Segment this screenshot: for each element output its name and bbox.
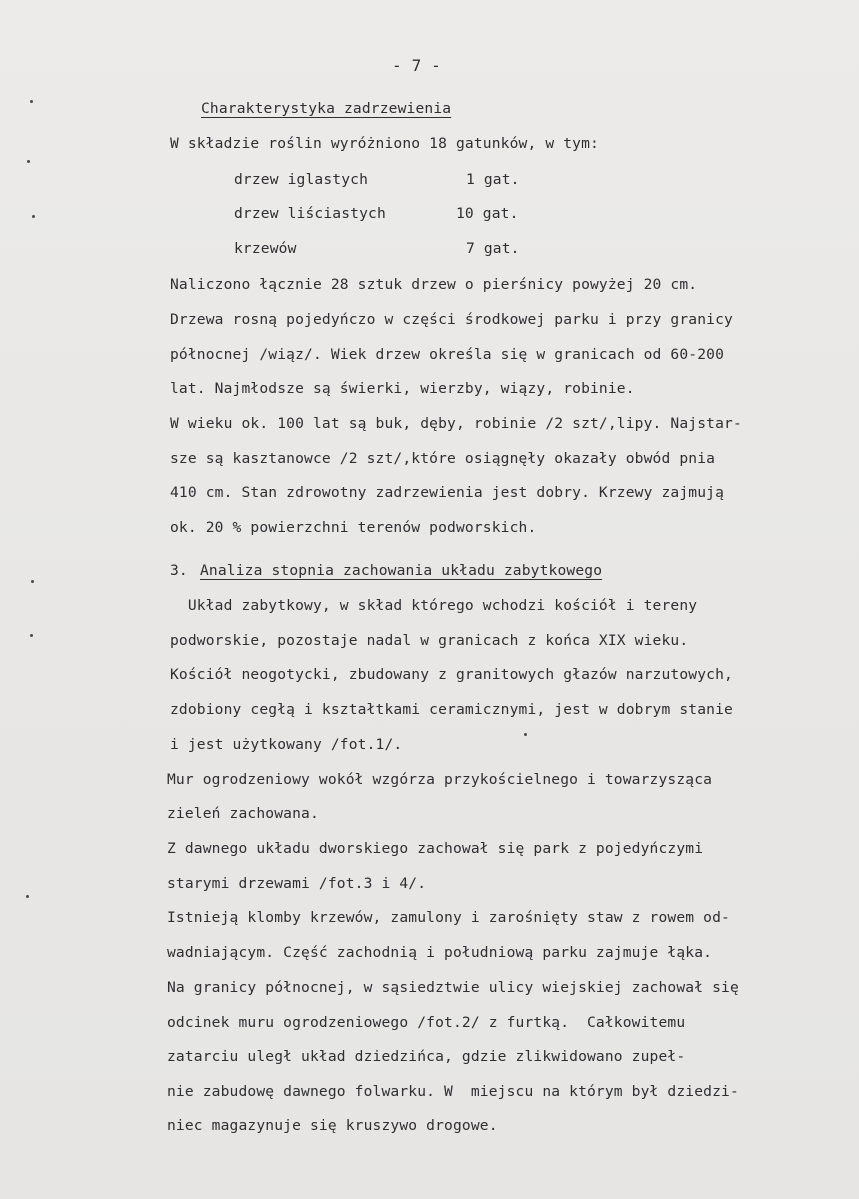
intro-line: W składzie roślin wyróżniono 18 gatunków, w tym: (170, 135, 599, 152)
margin-speck (30, 100, 33, 103)
paragraph-line: Na granicy północnej, w sąsiedztwie ulicy wiejskiej zachował się (167, 979, 739, 996)
species-label: drzew iglastych (234, 171, 369, 188)
page-number: - 7 - (392, 56, 441, 75)
paragraph-line: nie zabudowę dawnego folwarku. W miejscu na którym był dziedzi- (167, 1083, 739, 1100)
paragraph-line: 410 cm. Stan zdrowotny zadrzewienia jest dobry. Krzewy zajmują (170, 484, 725, 501)
paragraph-line: zatarciu uległ układ dziedzińca, gdzie zlikwidowano zupeł- (167, 1048, 686, 1065)
paragraph-line: północnej /wiąz/. Wiek drzew określa się w granicach od 60-200 (170, 346, 725, 363)
margin-speck (27, 160, 30, 163)
paragraph-line: zdobiony cegłą i kształtkami ceramicznymi, jest w dobrym stanie (170, 701, 733, 718)
paragraph-line: lat. Najmłodsze są świerki, wierzby, wiązy, robinie. (170, 380, 635, 397)
margin-speck (30, 634, 33, 637)
paragraph-line: niec magazynuje się kruszywo drogowe. (167, 1117, 498, 1134)
paragraph-line: zieleń zachowana. (167, 805, 319, 822)
species-value: 1 gat. (466, 171, 520, 188)
species-value: 7 gat. (466, 240, 520, 257)
paragraph-line: W wieku ok. 100 lat są buk, dęby, robinie /2 szt/,lipy. Najstar- (170, 415, 742, 432)
species-label: krzewów (234, 240, 297, 257)
paragraph-line: i jest użytkowany /fot.1/. (170, 736, 403, 753)
paragraph-line: Naliczono łącznie 28 sztuk drzew o pierśnicy powyżej 20 cm. (170, 276, 698, 293)
paragraph-line: wadniającym. Część zachodnią i południową parku zajmuje łąka. (167, 944, 713, 961)
paragraph-line: Drzewa rosną pojedyńczo w części środkowej parku i przy granicy (170, 311, 733, 328)
page-speck (524, 733, 527, 736)
paragraph-line: ok. 20 % powierzchni terenów podworskich. (170, 519, 537, 536)
section3-heading: Analiza stopnia zachowania układu zabytkowego (200, 562, 603, 579)
species-value: 10 gat. (456, 205, 519, 222)
paragraph-line: starymi drzewami /fot.3 i 4/. (167, 875, 427, 892)
paragraph-line: Mur ogrodzeniowy wokół wzgórza przykościelnego i towarzysząca (167, 771, 713, 788)
paragraph-line: Układ zabytkowy, w skład którego wchodzi kościół i tereny (170, 597, 698, 614)
species-label: drzew liściastych (234, 205, 386, 222)
margin-speck (26, 895, 29, 898)
section-heading: Charakterystyka zadrzewienia (201, 100, 452, 117)
paragraph-line: podworskie, pozostaje nadal w granicach z końca XIX wieku. (170, 632, 689, 649)
margin-speck (32, 215, 35, 218)
paragraph-line: odcinek muru ogrodzeniowego /fot.2/ z furtką. Całkowitemu (167, 1014, 686, 1031)
paragraph-line: Kościół neogotycki, zbudowany z granitowych głazów narzutowych, (170, 666, 733, 683)
margin-speck (31, 580, 34, 583)
section3-number: 3. (170, 562, 188, 579)
paragraph-line: sze są kasztanowce /2 szt/,które osiągnęły okazały obwód pnia (170, 450, 716, 467)
paragraph-line: Z dawnego układu dworskiego zachował się park z pojedyńczymi (167, 840, 704, 857)
paragraph-line: Istnieją klomby krzewów, zamulony i zarośnięty staw z rowem od- (167, 909, 730, 926)
